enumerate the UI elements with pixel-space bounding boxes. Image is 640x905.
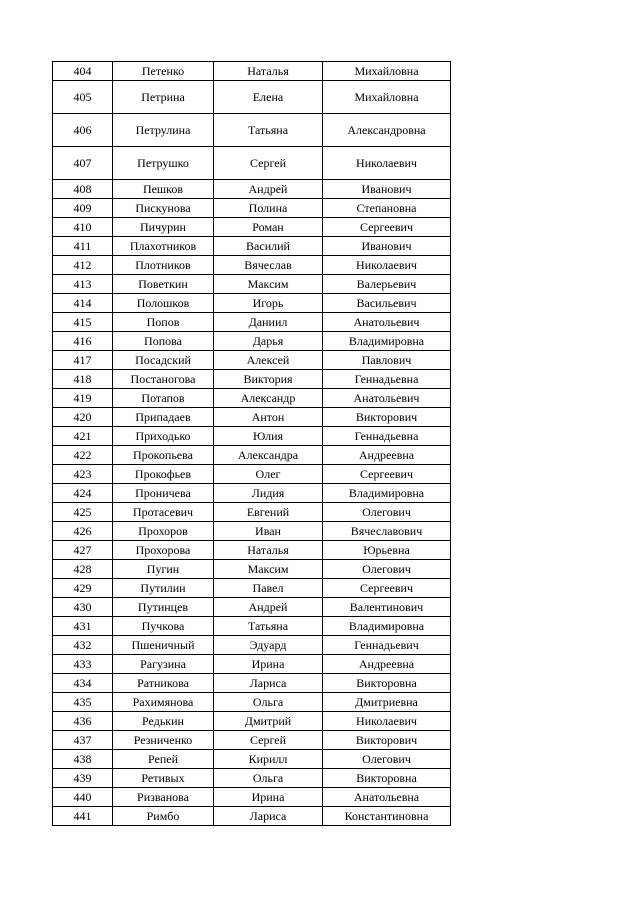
table-row	[53, 541, 451, 560]
first-name-cell: Ирина	[214, 655, 323, 674]
patronymic-cell: Владимировна	[323, 617, 451, 636]
first-name-cell: Максим	[214, 275, 323, 294]
patronymic-cell: Анатольевич	[323, 389, 451, 408]
last-name-cell: Ризванова	[113, 788, 214, 807]
last-name-cell: Римбо	[113, 807, 214, 826]
first-name-cell: Даниил	[214, 313, 323, 332]
patronymic-cell: Владимировна	[323, 332, 451, 351]
last-name-cell: Проничева	[113, 484, 214, 503]
last-name-cell: Петрушко	[113, 147, 214, 180]
last-name-cell: Попова	[113, 332, 214, 351]
row-number-cell: 409	[53, 199, 113, 218]
first-name-cell: Лариса	[214, 674, 323, 693]
last-name-cell: Рахимянова	[113, 693, 214, 712]
patronymic-cell: Николаевич	[323, 147, 451, 180]
patronymic-cell: Валентинович	[323, 598, 451, 617]
patronymic-cell: Олегович	[323, 503, 451, 522]
first-name-cell: Александр	[214, 389, 323, 408]
row-number-cell: 432	[53, 636, 113, 655]
roster-table-body	[53, 62, 451, 826]
table-row	[53, 712, 451, 731]
row-number-cell: 415	[53, 313, 113, 332]
table-row	[53, 218, 451, 237]
last-name-cell: Пучкова	[113, 617, 214, 636]
patronymic-cell: Андреевна	[323, 446, 451, 465]
table-row	[53, 636, 451, 655]
row-number-cell: 429	[53, 579, 113, 598]
table-row	[53, 351, 451, 370]
row-number-cell: 410	[53, 218, 113, 237]
first-name-cell: Виктория	[214, 370, 323, 389]
row-number-cell: 422	[53, 446, 113, 465]
first-name-cell: Вячеслав	[214, 256, 323, 275]
first-name-cell: Лидия	[214, 484, 323, 503]
patronymic-cell: Михайловна	[323, 81, 451, 114]
last-name-cell: Приходько	[113, 427, 214, 446]
table-row	[53, 446, 451, 465]
first-name-cell: Иван	[214, 522, 323, 541]
table-row	[53, 560, 451, 579]
last-name-cell: Путинцев	[113, 598, 214, 617]
row-number-cell: 433	[53, 655, 113, 674]
first-name-cell: Павел	[214, 579, 323, 598]
first-name-cell: Ольга	[214, 693, 323, 712]
table-row	[53, 114, 451, 147]
row-number-cell: 424	[53, 484, 113, 503]
first-name-cell: Татьяна	[214, 617, 323, 636]
last-name-cell: Прокопьева	[113, 446, 214, 465]
row-number-cell: 441	[53, 807, 113, 826]
row-number-cell: 404	[53, 62, 113, 81]
first-name-cell: Андрей	[214, 180, 323, 199]
row-number-cell: 435	[53, 693, 113, 712]
last-name-cell: Петрина	[113, 81, 214, 114]
table-row	[53, 427, 451, 446]
last-name-cell: Редькин	[113, 712, 214, 731]
first-name-cell: Игорь	[214, 294, 323, 313]
first-name-cell: Татьяна	[214, 114, 323, 147]
row-number-cell: 439	[53, 769, 113, 788]
table-row	[53, 617, 451, 636]
row-number-cell: 426	[53, 522, 113, 541]
table-row	[53, 408, 451, 427]
first-name-cell: Елена	[214, 81, 323, 114]
first-name-cell: Наталья	[214, 62, 323, 81]
first-name-cell: Ольга	[214, 769, 323, 788]
last-name-cell: Плотников	[113, 256, 214, 275]
patronymic-cell: Михайловна	[323, 62, 451, 81]
patronymic-cell: Степановна	[323, 199, 451, 218]
patronymic-cell: Анатольевна	[323, 788, 451, 807]
patronymic-cell: Иванович	[323, 180, 451, 199]
patronymic-cell: Викторовна	[323, 674, 451, 693]
table-row	[53, 62, 451, 81]
row-number-cell: 416	[53, 332, 113, 351]
row-number-cell: 423	[53, 465, 113, 484]
last-name-cell: Пешков	[113, 180, 214, 199]
row-number-cell: 430	[53, 598, 113, 617]
last-name-cell: Полошков	[113, 294, 214, 313]
table-row	[53, 256, 451, 275]
table-row	[53, 522, 451, 541]
row-number-cell: 411	[53, 237, 113, 256]
first-name-cell: Александра	[214, 446, 323, 465]
patronymic-cell: Викторовна	[323, 769, 451, 788]
last-name-cell: Ратникова	[113, 674, 214, 693]
table-row	[53, 674, 451, 693]
first-name-cell: Максим	[214, 560, 323, 579]
last-name-cell: Пшеничный	[113, 636, 214, 655]
last-name-cell: Прохоров	[113, 522, 214, 541]
row-number-cell: 413	[53, 275, 113, 294]
last-name-cell: Припадаев	[113, 408, 214, 427]
last-name-cell: Прохорова	[113, 541, 214, 560]
last-name-cell: Прокофьев	[113, 465, 214, 484]
patronymic-cell: Андреевна	[323, 655, 451, 674]
first-name-cell: Наталья	[214, 541, 323, 560]
row-number-cell: 436	[53, 712, 113, 731]
patronymic-cell: Дмитриевна	[323, 693, 451, 712]
row-number-cell: 437	[53, 731, 113, 750]
table-row	[53, 370, 451, 389]
table-row	[53, 579, 451, 598]
last-name-cell: Пискунова	[113, 199, 214, 218]
last-name-cell: Ретивых	[113, 769, 214, 788]
last-name-cell: Репей	[113, 750, 214, 769]
table-row	[53, 389, 451, 408]
first-name-cell: Евгений	[214, 503, 323, 522]
row-number-cell: 421	[53, 427, 113, 446]
table-row	[53, 750, 451, 769]
row-number-cell: 419	[53, 389, 113, 408]
row-number-cell: 406	[53, 114, 113, 147]
last-name-cell: Резниченко	[113, 731, 214, 750]
table-row	[53, 294, 451, 313]
row-number-cell: 417	[53, 351, 113, 370]
patronymic-cell: Николаевич	[323, 256, 451, 275]
patronymic-cell: Вячеславович	[323, 522, 451, 541]
first-name-cell: Кирилл	[214, 750, 323, 769]
row-number-cell: 434	[53, 674, 113, 693]
table-row	[53, 81, 451, 114]
table-row	[53, 332, 451, 351]
table-row	[53, 147, 451, 180]
table-row	[53, 503, 451, 522]
row-number-cell: 407	[53, 147, 113, 180]
table-row	[53, 313, 451, 332]
last-name-cell: Пичурин	[113, 218, 214, 237]
patronymic-cell: Олегович	[323, 750, 451, 769]
table-row	[53, 180, 451, 199]
table-row	[53, 465, 451, 484]
first-name-cell: Эдуард	[214, 636, 323, 655]
first-name-cell: Антон	[214, 408, 323, 427]
last-name-cell: Петрулина	[113, 114, 214, 147]
patronymic-cell: Николаевич	[323, 712, 451, 731]
first-name-cell: Олег	[214, 465, 323, 484]
last-name-cell: Петенко	[113, 62, 214, 81]
patronymic-cell: Павлович	[323, 351, 451, 370]
first-name-cell: Андрей	[214, 598, 323, 617]
patronymic-cell: Геннадьевна	[323, 427, 451, 446]
table-row	[53, 655, 451, 674]
patronymic-cell: Владимировна	[323, 484, 451, 503]
row-number-cell: 405	[53, 81, 113, 114]
first-name-cell: Сергей	[214, 731, 323, 750]
table-row	[53, 484, 451, 503]
first-name-cell: Лариса	[214, 807, 323, 826]
patronymic-cell: Юрьевна	[323, 541, 451, 560]
patronymic-cell: Иванович	[323, 237, 451, 256]
patronymic-cell: Геннадьевич	[323, 636, 451, 655]
table-row	[53, 788, 451, 807]
last-name-cell: Плахотников	[113, 237, 214, 256]
table-row	[53, 237, 451, 256]
last-name-cell: Путилин	[113, 579, 214, 598]
patronymic-cell: Васильевич	[323, 294, 451, 313]
table-row	[53, 275, 451, 294]
table-row	[53, 807, 451, 826]
row-number-cell: 408	[53, 180, 113, 199]
first-name-cell: Василий	[214, 237, 323, 256]
row-number-cell: 438	[53, 750, 113, 769]
first-name-cell: Дарья	[214, 332, 323, 351]
row-number-cell: 418	[53, 370, 113, 389]
patronymic-cell: Анатольевич	[323, 313, 451, 332]
table-row	[53, 731, 451, 750]
last-name-cell: Рагузина	[113, 655, 214, 674]
roster-table	[52, 61, 451, 826]
table-row	[53, 199, 451, 218]
patronymic-cell: Викторович	[323, 408, 451, 427]
first-name-cell: Юлия	[214, 427, 323, 446]
last-name-cell: Потапов	[113, 389, 214, 408]
row-number-cell: 431	[53, 617, 113, 636]
last-name-cell: Постаногова	[113, 370, 214, 389]
row-number-cell: 428	[53, 560, 113, 579]
first-name-cell: Сергей	[214, 147, 323, 180]
first-name-cell: Ирина	[214, 788, 323, 807]
first-name-cell: Роман	[214, 218, 323, 237]
row-number-cell: 420	[53, 408, 113, 427]
row-number-cell: 440	[53, 788, 113, 807]
last-name-cell: Посадский	[113, 351, 214, 370]
table-row	[53, 769, 451, 788]
patronymic-cell: Константиновна	[323, 807, 451, 826]
first-name-cell: Полина	[214, 199, 323, 218]
patronymic-cell: Викторович	[323, 731, 451, 750]
first-name-cell: Дмитрий	[214, 712, 323, 731]
row-number-cell: 425	[53, 503, 113, 522]
last-name-cell: Пугин	[113, 560, 214, 579]
patronymic-cell: Сергеевич	[323, 218, 451, 237]
last-name-cell: Поветкин	[113, 275, 214, 294]
first-name-cell: Алексей	[214, 351, 323, 370]
patronymic-cell: Олегович	[323, 560, 451, 579]
row-number-cell: 412	[53, 256, 113, 275]
last-name-cell: Попов	[113, 313, 214, 332]
table-row	[53, 598, 451, 617]
row-number-cell: 427	[53, 541, 113, 560]
patronymic-cell: Валерьевич	[323, 275, 451, 294]
patronymic-cell: Геннадьевна	[323, 370, 451, 389]
table-row	[53, 693, 451, 712]
patronymic-cell: Сергеевич	[323, 465, 451, 484]
row-number-cell: 414	[53, 294, 113, 313]
patronymic-cell: Сергеевич	[323, 579, 451, 598]
last-name-cell: Протасевич	[113, 503, 214, 522]
patronymic-cell: Александровна	[323, 114, 451, 147]
